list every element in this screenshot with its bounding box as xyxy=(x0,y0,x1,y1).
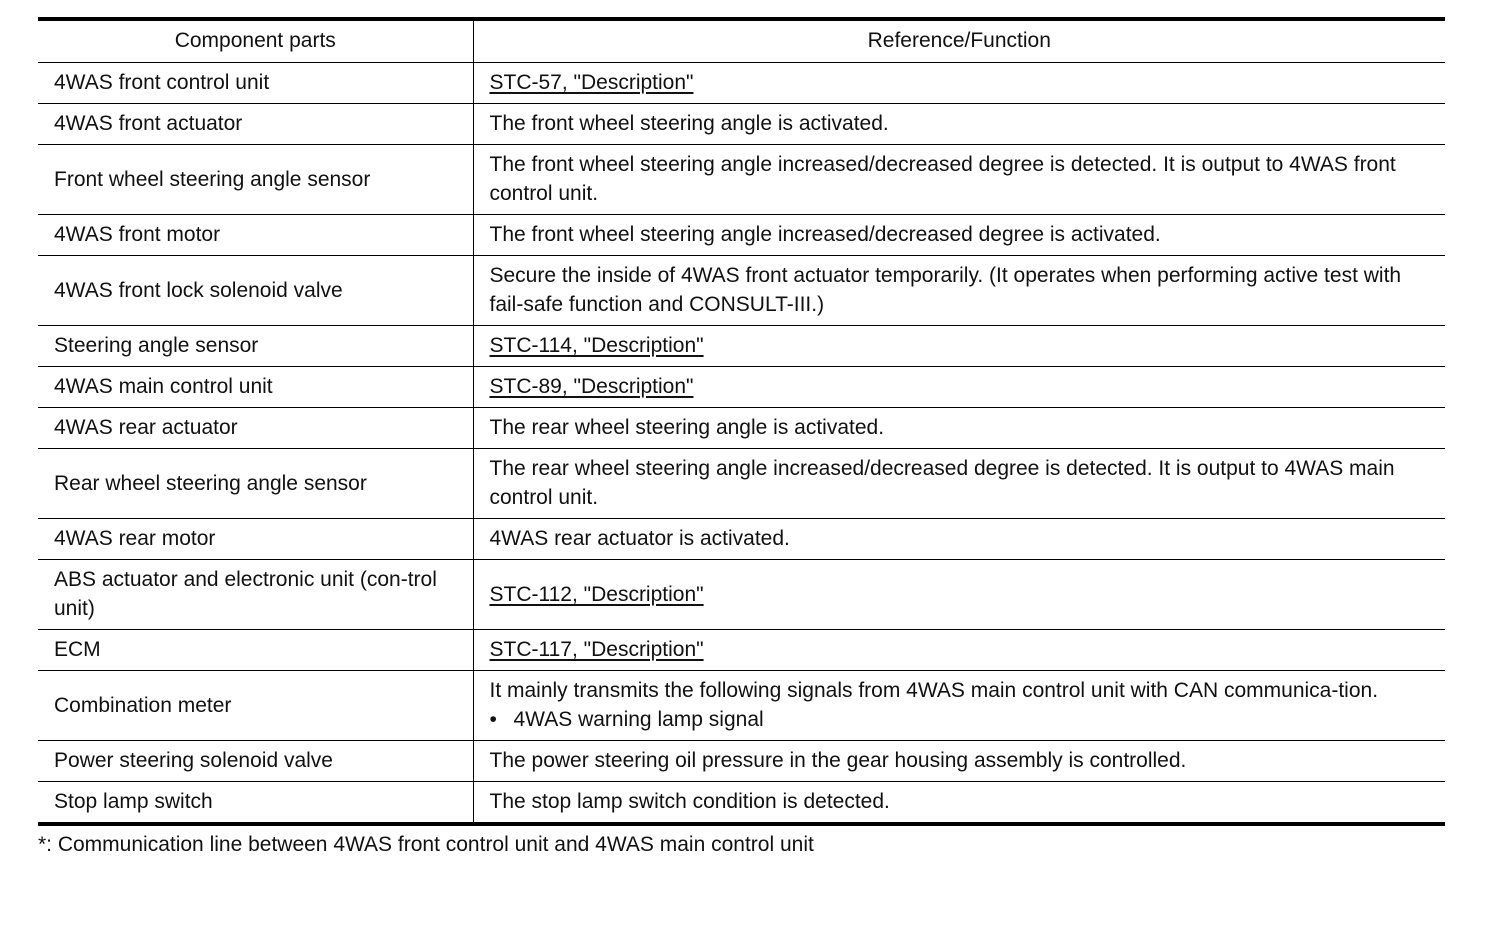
table-row xyxy=(38,449,1445,519)
function-cell xyxy=(473,63,1445,104)
component-cell: 4WAS front motor xyxy=(38,215,473,256)
reference-link[interactable]: STC-57, "Description" xyxy=(489,71,694,94)
component-cell: 4WAS front control unit xyxy=(38,63,473,104)
table-row xyxy=(38,408,1445,449)
component-cell: Power steering solenoid valve xyxy=(38,741,473,782)
table-row xyxy=(38,519,1445,560)
component-cell: 4WAS rear actuator xyxy=(38,408,473,449)
header-component-parts: Component parts xyxy=(38,19,473,63)
component-cell: 4WAS rear motor xyxy=(38,519,473,560)
function-cell: The rear wheel steering angle increased/decreased degree is detected. It is output to 4WAS main control unit. xyxy=(473,449,1445,519)
function-cell: The front wheel steering angle increased/decreased degree is activated. xyxy=(473,215,1445,256)
function-cell xyxy=(473,367,1445,408)
function-cell xyxy=(473,671,1445,741)
reference-link[interactable]: STC-112, "Description" xyxy=(489,582,704,606)
function-cell: The power steering oil pressure in the gear housing assembly is controlled. xyxy=(473,741,1445,782)
component-cell: Steering angle sensor xyxy=(38,326,473,367)
component-cell: ABS actuator and electronic unit (con-trol unit) xyxy=(38,560,473,630)
function-cell xyxy=(473,560,1445,630)
function-cell: The stop lamp switch condition is detected. xyxy=(473,782,1445,825)
reference-link[interactable]: STC-114, "Description" xyxy=(489,334,704,357)
table-row xyxy=(38,104,1445,145)
component-cell: 4WAS front actuator xyxy=(38,104,473,145)
table-header-row xyxy=(38,19,1445,63)
component-cell: Rear wheel steering angle sensor xyxy=(38,449,473,519)
table-row xyxy=(38,671,1445,741)
table-row xyxy=(38,63,1445,104)
table-row xyxy=(38,215,1445,256)
table-row xyxy=(38,145,1445,215)
bullet-icon: • xyxy=(489,708,497,731)
table-row xyxy=(38,630,1445,671)
component-cell: Stop lamp switch xyxy=(38,782,473,825)
component-cell: Front wheel steering angle sensor xyxy=(38,145,473,215)
header-reference-function: Reference/Function xyxy=(473,19,1445,63)
table-row xyxy=(38,326,1445,367)
function-cell: The front wheel steering angle is activated. xyxy=(473,104,1445,145)
component-cell: ECM xyxy=(38,630,473,671)
document-page xyxy=(38,17,1445,859)
bullet-item xyxy=(490,705,1436,734)
table-row xyxy=(38,256,1445,326)
component-cell: 4WAS main control unit xyxy=(38,367,473,408)
function-text: It mainly transmits the following signals from 4WAS main control unit with CAN communica-tion. xyxy=(489,679,1379,702)
function-cell xyxy=(473,630,1445,671)
table-row xyxy=(38,367,1445,408)
table-row xyxy=(38,782,1445,825)
reference-link[interactable]: STC-117, "Description" xyxy=(489,638,704,661)
function-cell: The front wheel steering angle increased/decreased degree is detected. It is output to 4WAS front control unit. xyxy=(473,145,1445,215)
function-cell: Secure the inside of 4WAS front actuator temporarily. (It operates when performing active test with fail-safe function and CONSULT-III.) xyxy=(473,256,1445,326)
function-cell: 4WAS rear actuator is activated. xyxy=(473,519,1445,560)
function-cell xyxy=(473,326,1445,367)
component-parts-table xyxy=(38,17,1445,826)
table-row xyxy=(38,741,1445,782)
component-cell: 4WAS front lock solenoid valve xyxy=(38,256,473,326)
function-cell: The rear wheel steering angle is activated. xyxy=(473,408,1445,449)
bullet-text: 4WAS warning lamp signal xyxy=(513,708,764,731)
table-row xyxy=(38,560,1445,630)
component-cell: Combination meter xyxy=(38,671,473,741)
reference-link[interactable]: STC-89, "Description" xyxy=(489,375,694,398)
table-footnote: *: Communication line between 4WAS front control unit and 4WAS main control unit xyxy=(38,833,814,856)
